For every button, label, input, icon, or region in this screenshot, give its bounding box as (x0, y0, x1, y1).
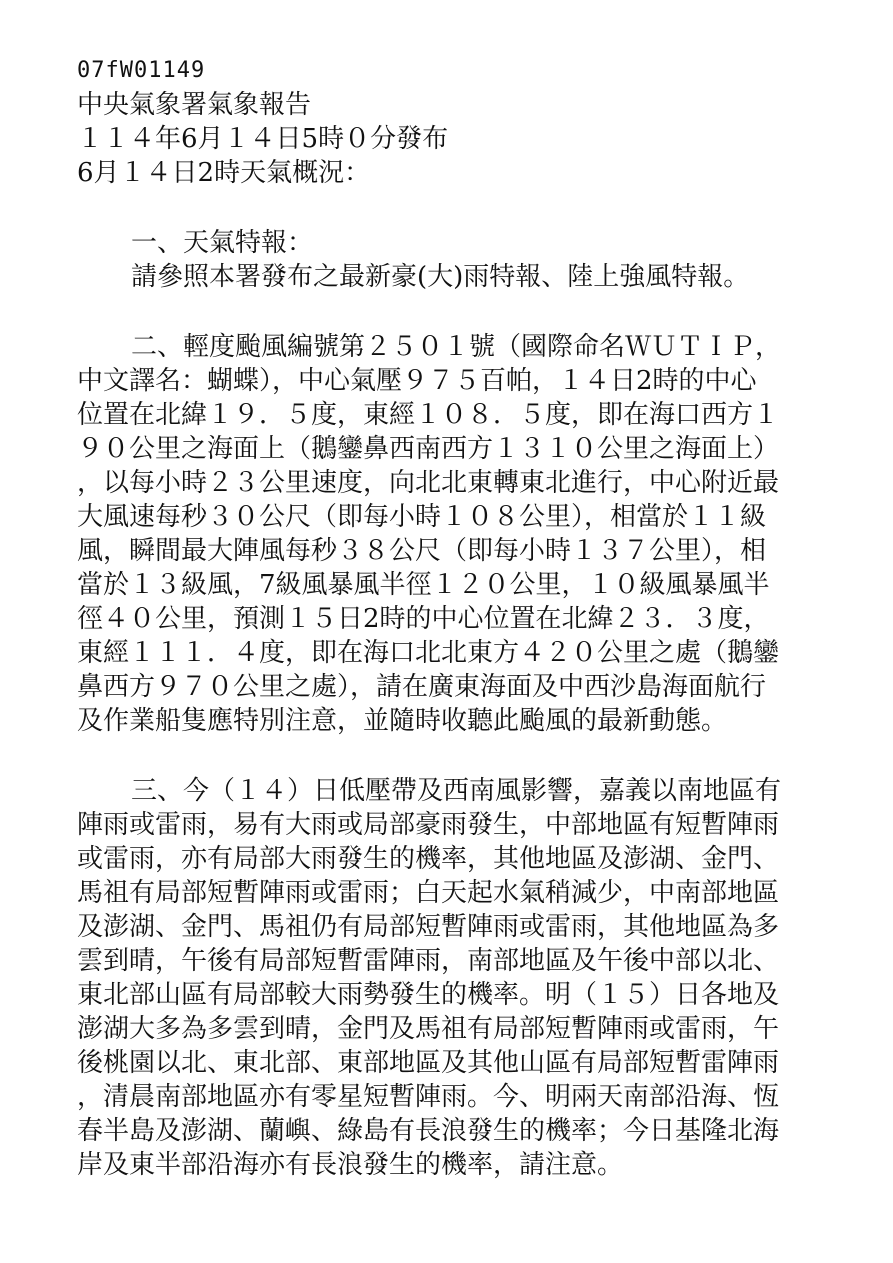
section2-line: ，以每小時２３公里速度，向北北東轉東北進行，中心附近最 (77, 468, 780, 498)
section3-line: 馬祖有局部短暫陣雨或雷雨；白天起水氣稍減少，中南部地區 (77, 878, 780, 908)
section3-line: 雲到晴，午後有局部短暫雷陣雨，南部地區及午後中部以北、 (77, 946, 780, 976)
section3-line: 岸及東半部沿海亦有長浪發生的機率，請注意。 (77, 1150, 624, 1180)
section2-line: 大風速每秒３０公尺（即每小時１０８公里），相當於１１級 (77, 502, 767, 532)
section2-line: 位置在北緯１９．５度，東經１０８．５度，即在海口西方１ (77, 400, 780, 430)
section2-line: 風，瞬間最大陣風每秒３８公尺（即每小時１３７公里），相 (77, 536, 767, 566)
agency-title: 中央氣象署氣象報告 (77, 90, 312, 120)
section3-line: 及澎湖、金門、馬祖仍有局部短暫陣雨或雷雨，其他地區為多 (77, 912, 780, 942)
section2-line: 二、輕度颱風編號第２５０１號（國際命名ＷＵＴＩＰ， (131, 332, 782, 362)
section3-line: 陣雨或雷雨，易有大雨或局部豪雨發生，中部地區有短暫陣雨 (77, 810, 780, 840)
section3-line: 東北部山區有局部較大雨勢發生的機率。明（１５）日各地及 (77, 980, 780, 1010)
section3-line: 或雷雨，亦有局部大雨發生的機率，其他地區及澎湖、金門、 (77, 844, 780, 874)
section2-line: 中文譯名：蝴蝶），中心氣壓９７５百帕，１４日2時的中心 (77, 366, 757, 396)
section3-line: 三、今（１４）日低壓帶及西南風影響，嘉義以南地區有 (131, 776, 782, 806)
section2-line: 當於１３級風，7級風暴風半徑１２０公里，１０級風暴風半 (77, 570, 770, 600)
section2-line: 鼻西方９７０公里之處），請在廣東海面及中西沙島海面航行 (77, 672, 767, 702)
section3-line: 澎湖大多為多雲到晴，金門及馬祖有局部短暫陣雨或雷雨，午 (77, 1014, 780, 1044)
section2-line: 徑４０公里，預測１５日2時的中心位置在北緯２３．３度， (77, 604, 770, 634)
section2-line: 及作業船隻應特別注意，並隨時收聽此颱風的最新動態。 (77, 706, 728, 736)
section1-text: 請參照本署發布之最新豪(大)雨特報、陸上強風特報。 (131, 262, 750, 292)
section2-line: ９０公里之海面上（鵝鑾鼻西南西方１３１０公里之海面上） (77, 434, 780, 464)
document-id: 07fW01149 (77, 58, 206, 83)
section3-line: 春半島及澎湖、蘭嶼、綠島有長浪發生的機率；今日基隆北海 (77, 1116, 780, 1146)
section3-line: ，清晨南部地區亦有零星短暫陣雨。今、明兩天南部沿海、恆 (77, 1082, 780, 1112)
overview-heading: 6月１４日2時天氣概況： (77, 158, 371, 188)
section1-title: 一、天氣特報： (131, 228, 314, 258)
section3-line: 後桃園以北、東北部、東部地區及其他山區有局部短暫雷陣雨 (77, 1048, 780, 1078)
issue-time: １１４年6月１４日5時０分發布 (77, 124, 449, 154)
section2-line: 東經１１１．４度，即在海口北北東方４２０公里之處（鵝鑾 (77, 638, 780, 668)
